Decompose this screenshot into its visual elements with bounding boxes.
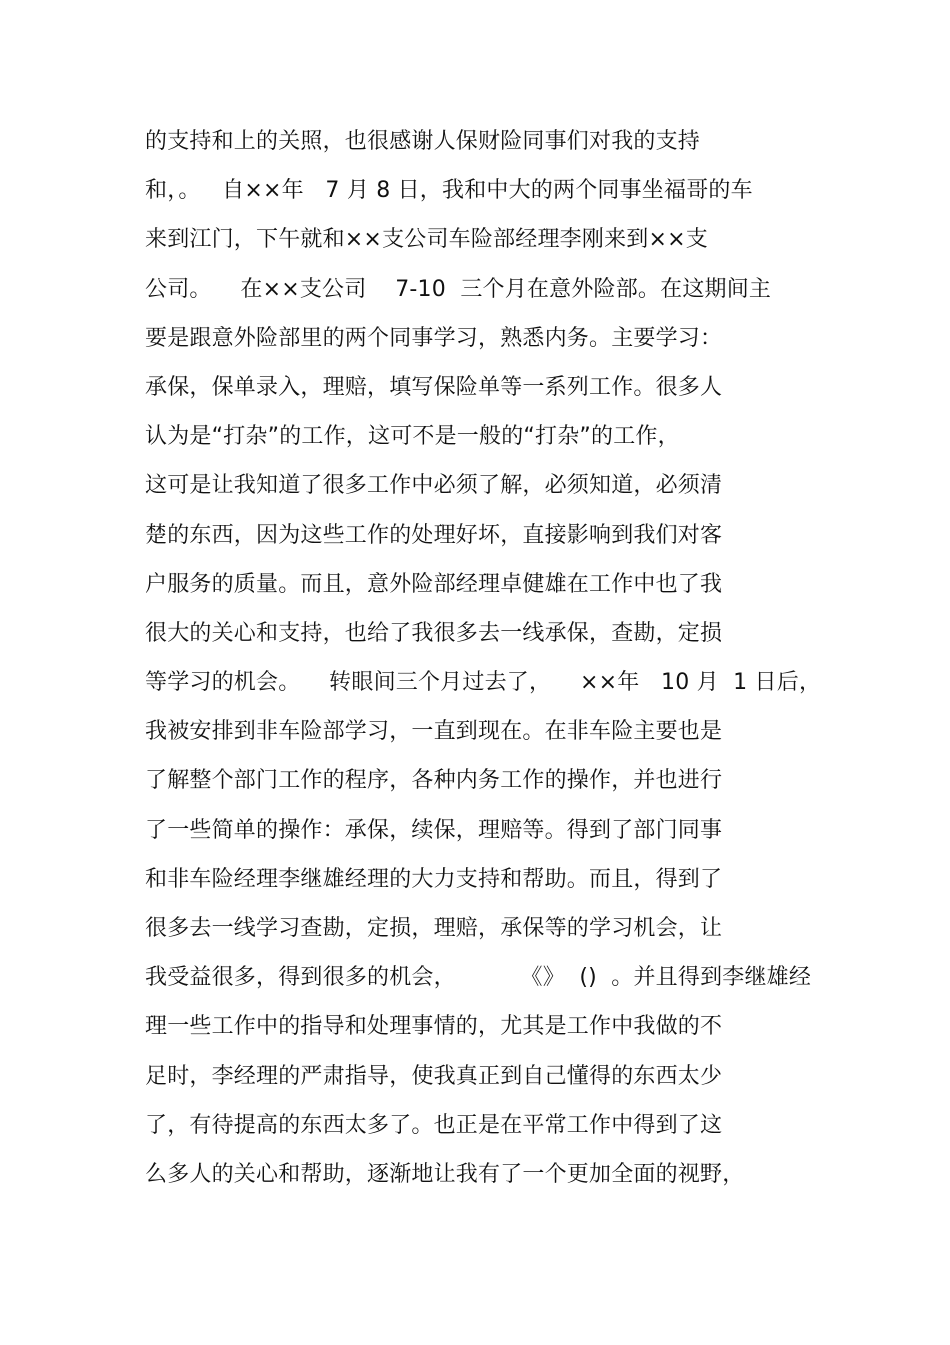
- text-line: 要是跟意外险部里的两个同事学习，熟悉内务。主要学习：: [145, 325, 723, 351]
- text-line: 很多去一线学习查勘，定损，理赔，承保等的学习机会，让: [145, 916, 723, 941]
- text-line: 了一些简单的操作：承保，续保，理赔等。得到了部门同事: [145, 817, 723, 843]
- text-line: 我被安排到非车险部学习，一直到现在。在非车险主要也是: [145, 719, 723, 745]
- text-line: 么多人的关心和帮助，逐渐地让我有了一个更加全面的视野，: [145, 1161, 745, 1187]
- text-line: 认为是“打杂”的工作，这可不是一般的“打杂”的工作，: [145, 424, 680, 450]
- text-line: 和，。 自××年 7 月 8 日，我和中大的两个同事坐福哥的车: [145, 178, 753, 204]
- text-line: 来到江门，下午就和××支公司车险部经理李刚来到××支: [145, 227, 708, 253]
- text-line: 楚的东西，因为这些工作的处理好坏，直接影响到我们对客: [145, 522, 723, 548]
- text-line: 和非车险经理李继雄经理的大力支持和帮助。而且，得到了: [145, 866, 723, 892]
- text-line: 足时，李经理的严肃指导，使我真正到自己懂得的东西太少: [145, 1063, 723, 1089]
- body-text: [145, 122, 935, 1204]
- text-line: 很大的关心和支持，也给了我很多去一线承保，查勘，定损: [145, 620, 723, 646]
- text-line: 公司。 在××支公司 7-10 三个月在意外险部。在这期间主: [145, 276, 772, 302]
- text-line: 了解整个部门工作的程序，各种内务工作的操作，并也进行: [145, 768, 723, 794]
- text-line: 的支持和上的关照，也很感谢人保财险同事们对我的支持: [145, 129, 701, 154]
- text-line: 等学习的机会。 转眼间三个月过去了， ××年 10 月 1 日后，: [145, 670, 822, 696]
- text-line: 我受益很多，得到很多的机会， 《》 () 。并且得到李继雄经: [145, 965, 812, 991]
- text-line: 这可是让我知道了很多工作中必须了解，必须知道，必须清: [145, 473, 723, 499]
- text-line: 承保，保单录入，理赔，填写保险单等一系列工作。很多人: [145, 374, 723, 400]
- text-line: 户服务的质量。而且，意外险部经理卓健雄在工作中也了我: [145, 571, 723, 597]
- text-line: 了，有待提高的东西太多了。也正是在平常工作中得到了这: [145, 1112, 723, 1138]
- text-line: 理一些工作中的指导和处理事情的，尤其是工作中我做的不: [145, 1014, 723, 1040]
